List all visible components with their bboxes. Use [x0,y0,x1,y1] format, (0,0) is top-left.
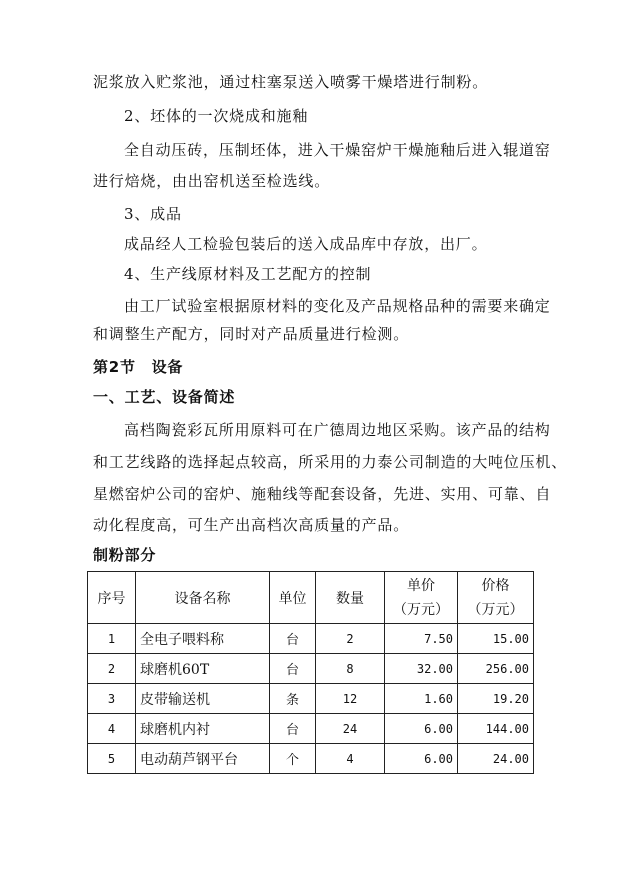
header-unit: 单位 [270,572,316,624]
cell-qty: 4 [316,744,385,774]
table-row [88,624,534,654]
cell-name: 电动葫芦钢平台 [136,744,270,774]
section-heading: 第2节 设备 [93,358,184,376]
cell-total: 19.20 [458,684,534,714]
paragraph-line: 进行焙烧，由出窑机送至检选线。 [93,172,331,190]
paragraph-line: 星燃窑炉公司的窑炉、施釉线等配套设备，先进、实用、可靠、自 [93,485,552,503]
cell-name: 全电子喂料称 [136,624,270,654]
paragraph-line: 和工艺线路的选择起点较高，所采用的力泰公司制造的大吨位压机、 [93,453,568,471]
table-row [88,684,534,714]
cell-name: 球磨机60T [136,654,270,684]
subsection-heading: 一、工艺、设备简述 [93,388,236,406]
cell-price: 6.00 [385,744,458,774]
paragraph-line: 泥浆放入贮浆池，通过柱塞泵送入喷雾干燥塔进行制粉。 [93,73,489,91]
table-header-row [88,572,534,624]
cell-total: 256.00 [458,654,534,684]
cell-total: 24.00 [458,744,534,774]
header-total-price-label: 价格 [481,577,510,594]
paragraph-line: 由工厂试验室根据原材料的变化及产品规格品种的需要来确定 [124,297,551,315]
cell-price: 32.00 [385,654,458,684]
cell-no: 4 [88,714,136,744]
cell-price: 7.50 [385,624,458,654]
equipment-table [87,571,534,774]
subsection-title: 4、生产线原材料及工艺配方的控制 [124,265,372,283]
paragraph-line: 和调整生产配方，同时对产品质量进行检测。 [93,325,410,343]
paragraph-line: 动化程度高，可生产出高档次高质量的产品。 [93,516,410,534]
table-row [88,744,534,774]
header-no: 序号 [88,572,136,624]
header-total-price [458,572,534,624]
cell-no: 5 [88,744,136,774]
header-unit-price [385,572,458,624]
cell-name: 皮带输送机 [136,684,270,714]
cell-name: 球磨机内衬 [136,714,270,744]
cell-no: 3 [88,684,136,714]
paragraph-line: 高档陶瓷彩瓦所用原料可在广德周边地区采购。该产品的结构 [124,421,551,439]
header-unit-price-label: 单价 [407,577,435,594]
table-row [88,654,534,684]
cell-unit: 条 [270,684,316,714]
cell-qty: 24 [316,714,385,744]
cell-no: 2 [88,654,136,684]
subsection-title: 2、坯体的一次烧成和施釉 [124,107,309,125]
header-unit-price-unit: （万元） [393,601,449,618]
cell-unit: 台 [270,624,316,654]
header-total-price-unit: （万元） [467,601,524,618]
paragraph-line: 成品经人工检验包装后的送入成品库中存放，出厂。 [124,235,488,253]
cell-qty: 8 [316,654,385,684]
table-row [88,714,534,744]
cell-price: 1.60 [385,684,458,714]
cell-total: 144.00 [458,714,534,744]
cell-total: 15.00 [458,624,534,654]
paragraph-line: 全自动压砖，压制坯体，进入干燥窑炉干燥施釉后进入辊道窑 [124,141,551,159]
cell-price: 6.00 [385,714,458,744]
table-caption: 制粉部分 [93,546,157,564]
subsection-title: 3、成品 [124,205,182,223]
header-name: 设备名称 [136,572,270,624]
cell-unit: 台 [270,654,316,684]
header-qty: 数量 [316,572,385,624]
cell-qty: 12 [316,684,385,714]
cell-unit: 台 [270,714,316,744]
cell-qty: 2 [316,624,385,654]
cell-unit: 个 [270,744,316,774]
cell-no: 1 [88,624,136,654]
